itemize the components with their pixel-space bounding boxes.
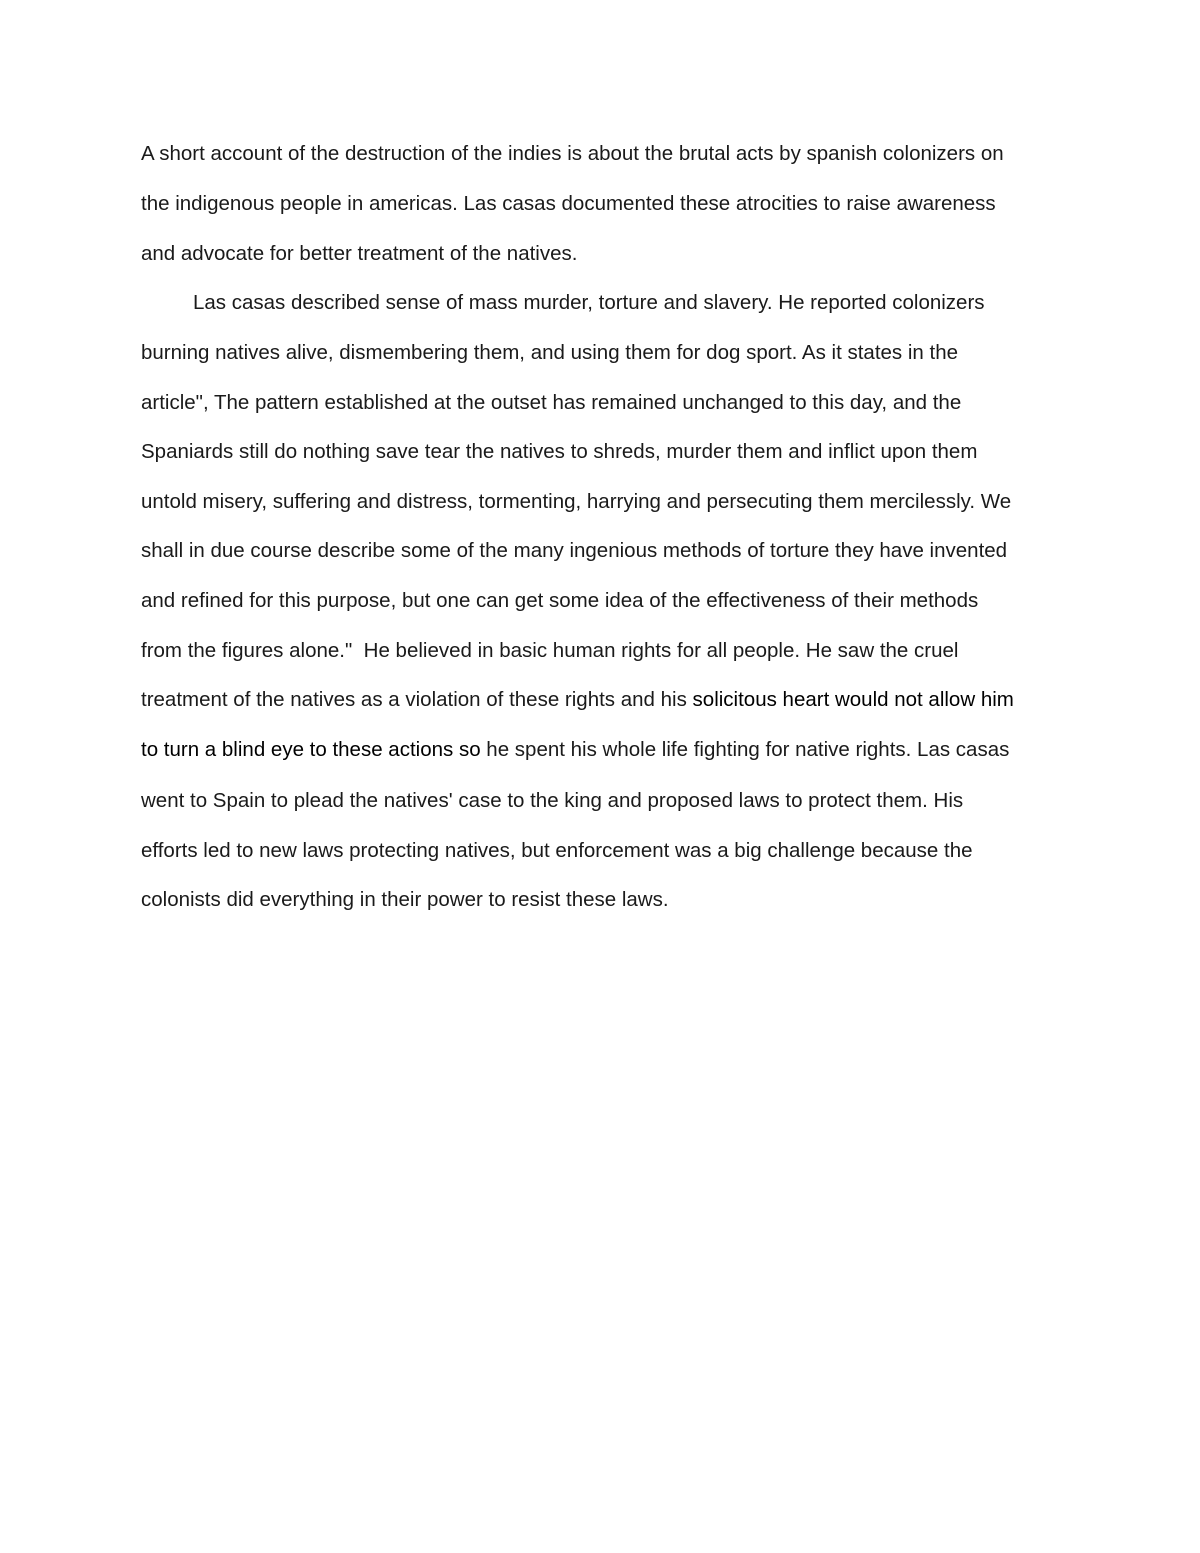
paragraph-2-line-4: Spaniards still do nothing save tear the natives to shreds, murder them and inflict upon them bbox=[141, 440, 978, 463]
paragraph-2-line-7: and refined for this purpose, but one can get some idea of the effectiveness of their methods bbox=[141, 589, 979, 612]
paragraph-2-line-6: shall in due course describe some of the many ingenious methods of torture they have invented bbox=[141, 539, 1008, 562]
paragraph-2-line-3: article", The pattern established at the outset has remained unchanged to this day, and the bbox=[141, 391, 962, 414]
paragraph-1-line-3: and advocate for better treatment of the natives. bbox=[141, 242, 578, 265]
paragraph-2-line-13: colonists did everything in their power to resist these laws. bbox=[141, 888, 669, 911]
paragraph-2-line-12: efforts led to new laws protecting natives, but enforcement was a big challenge because the bbox=[141, 839, 973, 862]
line-9-text: treatment of the natives as a violation of these rights and his bbox=[141, 688, 693, 711]
paragraph-2-line-2: burning natives alive, dismembering them, and using them for dog sport. As it states in the bbox=[141, 341, 959, 364]
paragraph-2-line-10 bbox=[141, 738, 1009, 762]
line-10-text: he spent his whole life fighting for native rights. Las casas bbox=[480, 738, 1010, 761]
highlighted-phrase: solicitous heart would not allow him bbox=[692, 688, 1014, 711]
paragraph-2-line-9 bbox=[141, 688, 1014, 712]
paragraph-2-line-8: from the figures alone." He believed in basic human rights for all people. He saw the cruel bbox=[141, 639, 959, 662]
paragraph-2-line-11: went to Spain to plead the natives' case to the king and proposed laws to protect them. His bbox=[141, 789, 964, 812]
paragraph-2-line-5: untold misery, suffering and distress, tormenting, harrying and persecuting them mercilessly. We bbox=[141, 490, 1012, 513]
paragraph-2-line-1: Las casas described sense of mass murder, torture and slavery. He reported colonizers bbox=[193, 291, 985, 314]
paragraph-1-line-2: the indigenous people in americas. Las casas documented these atrocities to raise awareness bbox=[141, 192, 996, 215]
highlighted-phrase-continued: to turn a blind eye to these actions so bbox=[141, 738, 481, 761]
paragraph-1-line-1: A short account of the destruction of the indies is about the brutal acts by spanish colonizers on bbox=[141, 142, 1004, 165]
